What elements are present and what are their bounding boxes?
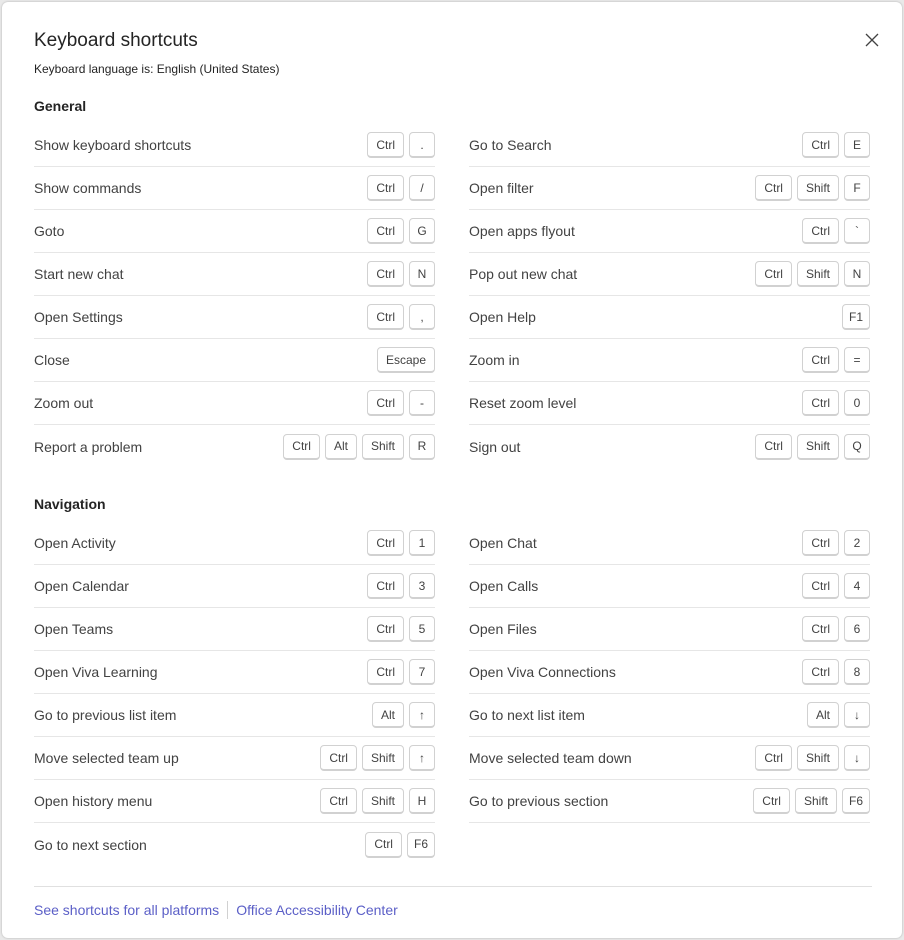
key-cap: N — [844, 261, 870, 287]
key-cap: / — [409, 175, 435, 201]
shortcut-row-move-selected-team-down — [469, 737, 870, 780]
key-cap: Ctrl — [802, 390, 839, 416]
close-button[interactable] — [862, 30, 882, 50]
key-cap: Ctrl — [367, 530, 404, 556]
shortcut-label: Reset zoom level — [469, 395, 577, 411]
key-cap: ↑ — [409, 702, 435, 728]
key-cap: Ctrl — [283, 434, 320, 460]
shortcut-row-close — [34, 339, 435, 382]
empty-cell — [469, 823, 870, 866]
shortcut-label: Open Settings — [34, 309, 123, 325]
shortcut-row-report-a-problem — [34, 425, 435, 468]
keyboard-shortcuts-dialog — [2, 2, 902, 938]
shortcut-label: Open history menu — [34, 793, 153, 809]
key-cap: F6 — [842, 788, 870, 814]
key-cap: Alt — [372, 702, 404, 728]
key-cap: - — [409, 390, 435, 416]
key-cap: Ctrl — [802, 659, 839, 685]
shortcut-label: Goto — [34, 223, 65, 239]
shortcut-label: Go to previous list item — [34, 707, 177, 723]
key-cap: Ctrl — [802, 530, 839, 556]
footer-separator — [227, 901, 228, 919]
key-cap: Ctrl — [367, 132, 404, 158]
key-cap: Shift — [362, 788, 404, 814]
key-cap: Ctrl — [755, 745, 792, 771]
shortcut-row-go-to-previous-section — [469, 780, 870, 823]
key-cap: Shift — [795, 788, 837, 814]
key-cap: Alt — [325, 434, 357, 460]
shortcut-keys — [802, 218, 870, 244]
key-cap: E — [844, 132, 870, 158]
key-cap: Ctrl — [320, 745, 357, 771]
section-title-general: General — [34, 98, 87, 114]
shortcut-keys — [802, 347, 870, 373]
keyboard-language-text: Keyboard language is: English (United States) — [34, 62, 280, 76]
key-cap: 2 — [844, 530, 870, 556]
key-cap: R — [409, 434, 435, 460]
key-cap: 3 — [409, 573, 435, 599]
key-cap: 8 — [844, 659, 870, 685]
shortcut-row-zoom-in — [469, 339, 870, 382]
shortcut-row-open-activity — [34, 522, 435, 565]
key-cap: ↑ — [409, 745, 435, 771]
shortcut-keys — [755, 434, 870, 460]
key-cap: 6 — [844, 616, 870, 642]
shortcut-keys — [802, 659, 870, 685]
key-cap: 1 — [409, 530, 435, 556]
shortcut-keys — [802, 132, 870, 158]
shortcut-label: Open Calendar — [34, 578, 129, 594]
key-cap: Shift — [362, 434, 404, 460]
key-cap: Ctrl — [755, 175, 792, 201]
shortcut-label: Zoom out — [34, 395, 94, 411]
key-cap: ` — [844, 218, 870, 244]
shortcut-label: Sign out — [469, 438, 521, 455]
key-cap: . — [409, 132, 435, 158]
key-cap: 4 — [844, 573, 870, 599]
shortcut-label: Move selected team down — [469, 750, 632, 766]
key-cap: N — [409, 261, 435, 287]
shortcut-row-start-new-chat — [34, 253, 435, 296]
shortcut-keys — [372, 702, 435, 728]
shortcut-keys — [802, 573, 870, 599]
shortcut-keys — [755, 261, 870, 287]
shortcut-label: Open Teams — [34, 621, 114, 637]
shortcut-row-go-to-next-list-item — [469, 694, 870, 737]
key-cap: Ctrl — [755, 261, 792, 287]
shortcut-keys — [283, 434, 435, 460]
shortcut-row-go-to-next-section — [34, 823, 435, 866]
key-cap: = — [844, 347, 870, 373]
shortcut-row-open-history-menu — [34, 780, 435, 823]
key-cap: 7 — [409, 659, 435, 685]
key-cap: ↓ — [844, 702, 870, 728]
shortcut-label: Show keyboard shortcuts — [34, 137, 192, 153]
key-cap: , — [409, 304, 435, 330]
key-cap: Ctrl — [802, 218, 839, 244]
shortcut-keys — [320, 788, 435, 814]
see-all-platforms-link[interactable]: See shortcuts for all platforms — [34, 902, 220, 918]
office-accessibility-center-link[interactable]: Office Accessibility Center — [236, 902, 398, 918]
key-cap: Escape — [377, 347, 435, 373]
shortcut-row-open-files — [469, 608, 870, 651]
section-title-navigation: Navigation — [34, 496, 106, 512]
shortcut-row-move-selected-team-up — [34, 737, 435, 780]
shortcut-row-sign-out — [469, 425, 870, 468]
shortcut-row-reset-zoom-level — [469, 382, 870, 425]
shortcut-row-goto — [34, 210, 435, 253]
key-cap: F — [844, 175, 870, 201]
shortcut-keys — [367, 132, 435, 158]
shortcut-keys — [755, 175, 870, 201]
key-cap: Ctrl — [320, 788, 357, 814]
key-cap: Ctrl — [753, 788, 790, 814]
shortcut-keys — [367, 616, 435, 642]
shortcut-keys — [367, 304, 435, 330]
shortcut-row-open-apps-flyout — [469, 210, 870, 253]
shortcut-label: Open Files — [469, 621, 537, 637]
key-cap: Ctrl — [367, 390, 404, 416]
key-cap: Shift — [797, 175, 839, 201]
shortcut-label: Go to previous section — [469, 793, 609, 809]
footer-links — [34, 901, 398, 919]
shortcut-row-open-filter — [469, 167, 870, 210]
footer-divider — [34, 886, 872, 887]
shortcut-keys — [320, 745, 435, 771]
shortcut-keys — [755, 745, 870, 771]
shortcut-keys — [367, 261, 435, 287]
shortcut-row-go-to-search — [469, 124, 870, 167]
shortcut-keys — [802, 616, 870, 642]
shortcut-keys — [367, 659, 435, 685]
shortcut-label: Pop out new chat — [469, 266, 578, 282]
dialog-title: Keyboard shortcuts — [34, 30, 198, 51]
shortcut-row-show-commands — [34, 167, 435, 210]
key-cap: Alt — [807, 702, 839, 728]
close-icon — [862, 30, 882, 50]
shortcut-label: Show commands — [34, 180, 142, 196]
shortcut-keys — [842, 304, 870, 330]
shortcut-label: Go to next list item — [469, 707, 585, 723]
key-cap: H — [409, 788, 435, 814]
shortcut-keys — [367, 218, 435, 244]
shortcut-keys — [367, 175, 435, 201]
shortcut-row-open-calendar — [34, 565, 435, 608]
key-cap: Shift — [797, 745, 839, 771]
shortcut-label: Report a problem — [34, 438, 143, 455]
key-cap: ↓ — [844, 745, 870, 771]
shortcut-row-open-viva-connections — [469, 651, 870, 694]
key-cap: Ctrl — [367, 304, 404, 330]
general-shortcuts-grid — [34, 124, 870, 468]
shortcut-label: Close — [34, 352, 70, 368]
shortcut-row-open-chat — [469, 522, 870, 565]
key-cap: Ctrl — [367, 659, 404, 685]
key-cap: F6 — [407, 832, 435, 858]
shortcut-keys — [802, 390, 870, 416]
shortcut-row-show-keyboard-shortcuts — [34, 124, 435, 167]
shortcut-row-open-viva-learning — [34, 651, 435, 694]
key-cap: Ctrl — [802, 573, 839, 599]
shortcut-keys — [365, 832, 435, 858]
key-cap: Ctrl — [365, 832, 402, 858]
key-cap: Ctrl — [802, 616, 839, 642]
key-cap: Shift — [797, 261, 839, 287]
shortcut-label: Open Help — [469, 309, 536, 325]
shortcut-label: Open Viva Learning — [34, 664, 158, 680]
key-cap: Shift — [797, 434, 839, 460]
key-cap: Ctrl — [367, 616, 404, 642]
key-cap: 0 — [844, 390, 870, 416]
shortcut-row-pop-out-new-chat — [469, 253, 870, 296]
shortcut-label: Start new chat — [34, 266, 124, 282]
shortcut-row-go-to-previous-list-item — [34, 694, 435, 737]
shortcut-keys — [753, 788, 870, 814]
shortcut-keys — [807, 702, 870, 728]
key-cap: Ctrl — [367, 261, 404, 287]
key-cap: F1 — [842, 304, 870, 330]
shortcut-row-open-help — [469, 296, 870, 339]
navigation-shortcuts-grid — [34, 522, 870, 866]
key-cap: Q — [844, 434, 870, 460]
key-cap: Shift — [362, 745, 404, 771]
key-cap: Ctrl — [367, 573, 404, 599]
shortcut-label: Go to next section — [34, 836, 147, 853]
key-cap: Ctrl — [367, 218, 404, 244]
shortcut-label: Open Chat — [469, 535, 537, 551]
key-cap: Ctrl — [802, 132, 839, 158]
shortcut-keys — [802, 530, 870, 556]
shortcut-keys — [377, 347, 435, 373]
shortcut-row-open-calls — [469, 565, 870, 608]
shortcut-label: Open filter — [469, 180, 534, 196]
shortcut-label: Open Activity — [34, 535, 116, 551]
key-cap: G — [409, 218, 435, 244]
shortcut-label: Open Viva Connections — [469, 664, 616, 680]
key-cap: 5 — [409, 616, 435, 642]
shortcut-row-open-teams — [34, 608, 435, 651]
shortcut-keys — [367, 390, 435, 416]
shortcut-label: Zoom in — [469, 352, 520, 368]
shortcut-row-zoom-out — [34, 382, 435, 425]
shortcut-label: Move selected team up — [34, 750, 179, 766]
shortcut-keys — [367, 530, 435, 556]
shortcut-label: Open Calls — [469, 578, 539, 594]
key-cap: Ctrl — [755, 434, 792, 460]
shortcut-row-open-settings — [34, 296, 435, 339]
shortcut-label: Go to Search — [469, 137, 552, 153]
key-cap: Ctrl — [367, 175, 404, 201]
key-cap: Ctrl — [802, 347, 839, 373]
shortcut-label: Open apps flyout — [469, 223, 575, 239]
shortcut-keys — [367, 573, 435, 599]
